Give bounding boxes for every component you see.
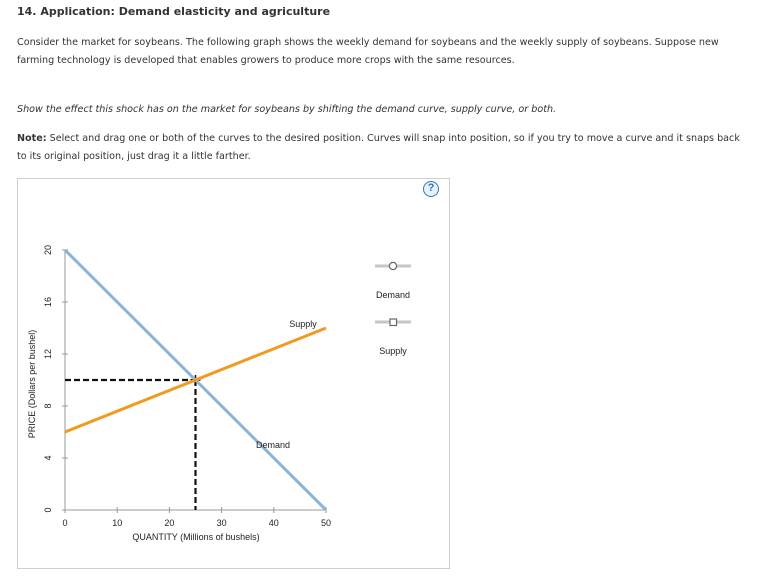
supply-tool-square-icon[interactable] — [390, 319, 397, 326]
demand-tool-circle-icon[interactable] — [389, 262, 396, 269]
x-tick-label: 0 — [62, 518, 68, 528]
y-tick-label: 12 — [43, 348, 53, 360]
supply-curve-label: Supply — [289, 319, 317, 329]
y-tick-label: 8 — [43, 403, 53, 409]
y-tick-label: 0 — [43, 507, 53, 513]
x-tick-label: 20 — [164, 518, 175, 528]
legend — [375, 262, 411, 356]
equilibrium-guides — [65, 375, 201, 510]
help-icon[interactable]: ? — [423, 181, 439, 197]
legend-demand-tool[interactable] — [375, 262, 411, 269]
x-tick-label: 40 — [268, 518, 279, 528]
demand-curve-label: Demand — [255, 440, 291, 450]
y-tick-label: 20 — [43, 244, 53, 256]
x-tick-label: 50 — [320, 518, 332, 528]
legend-supply-tool[interactable] — [375, 319, 411, 326]
x-axis-title: QUANTITY (Millions of bushels) — [132, 532, 260, 542]
legend-demand-label: Demand — [375, 290, 411, 300]
y-axis-title: PRICE (Dollars per bushel) — [27, 329, 37, 439]
axis-ticks — [43, 245, 331, 528]
note-text: Select and drag one or both of the curves to the desired position. Curves will snap into position, so if you try to move a curve and it snaps back to its original position, just drag it a little farther. — [17, 133, 740, 162]
question-context: Consider the market for soybeans. The following graph shows the weekly demand for soybeans and the weekly supply of soybeans. Suppose new farming technology is developed that enables growers to produce more crops with the same resources. — [17, 37, 719, 66]
note-label: Note: — [17, 133, 47, 144]
y-tick-label: 4 — [43, 455, 53, 461]
x-tick-label: 10 — [112, 518, 123, 528]
question-instruction: Show the effect this shock has on the market for soybeans by shifting the demand curve, supply curve, or both. — [17, 104, 557, 115]
x-tick-label: 30 — [216, 518, 227, 528]
legend-supply-label: Supply — [379, 346, 407, 356]
question-title: 14. Application: Demand elasticity and agriculture — [17, 5, 331, 18]
y-tick-label: 16 — [43, 296, 53, 308]
